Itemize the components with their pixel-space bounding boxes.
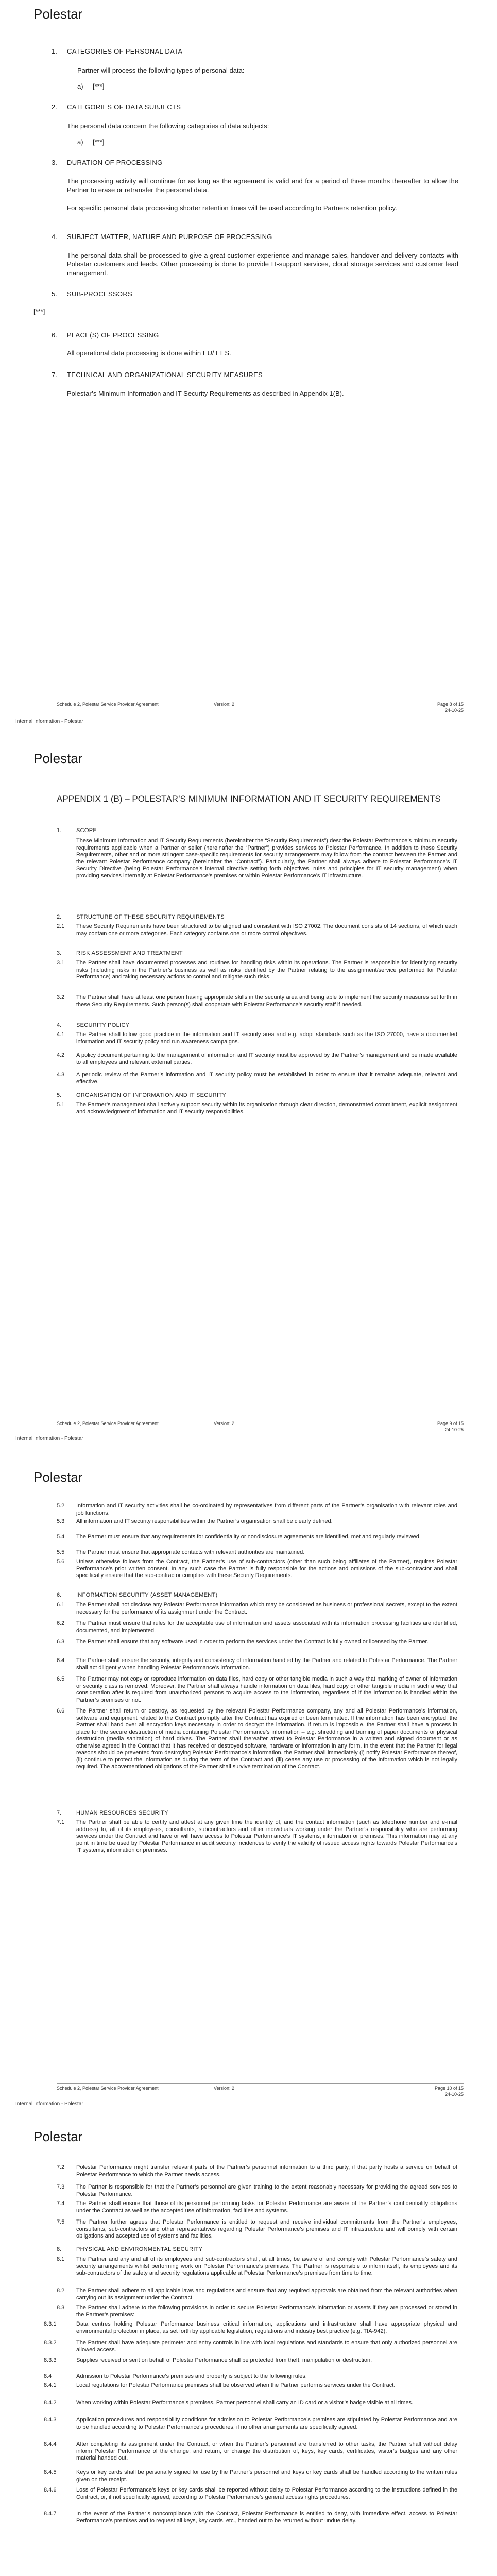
clause-text: Loss of Polestar Performance’s keys or key cards shall be reported without delay to Polestar Performance according to the instructions defined in the Contract, or, if not specifically agreed, according to Polestar Performance’s general access rights procedures. bbox=[76, 2487, 457, 2500]
clause-number: 5.6 bbox=[57, 1558, 65, 1565]
list-value: [***] bbox=[93, 82, 105, 90]
clause-text: Admission to Polestar Performance’s premises and property is subject to the following rules. bbox=[76, 2373, 307, 2379]
section-heading: SECURITY POLICY bbox=[76, 1022, 130, 1028]
sub-processors-value: [***] bbox=[33, 308, 45, 315]
section-text: For specific personal data processing shorter retention times will be used according to Partners retention policy. bbox=[67, 204, 397, 212]
internal-label: Internal Information - Polestar bbox=[15, 719, 83, 724]
clause-number: 8.3.1 bbox=[44, 2321, 57, 2327]
polestar-logo: Polestar bbox=[33, 2129, 83, 2144]
section-text: Partner will process the following types of personal data: bbox=[77, 66, 245, 74]
clause-number: 4.3 bbox=[57, 1072, 65, 1078]
clause-number: 8.4 bbox=[44, 2373, 52, 2379]
clause-text: Information and IT security activities shall be co-ordinated by representatives from different parts of the Partner’s organisation with relevant roles and job functions. bbox=[76, 1503, 457, 1516]
clause-number: 8.4.6 bbox=[44, 2487, 57, 2493]
footer-page: Page 9 of 15 bbox=[437, 1421, 464, 1426]
clause-text: Local regulations for Polestar Performance premises shall be observed when the Partner performs services under the Contract. bbox=[76, 2382, 396, 2388]
footer-date: 24-10-25 bbox=[444, 2092, 464, 2097]
footer-version: Version: 2 bbox=[214, 702, 235, 707]
clause-text: The Partner shall ensure that any software used in order to perform the services under the Contract is fully owned or licensed by the Partner. bbox=[76, 1639, 429, 1645]
clause-number: 5.5 bbox=[57, 1549, 65, 1555]
clause-text: The Partner shall be able to certify and attest at any given time the identity of, and the contact information (such as telephone number and e-mail address) to, all of its employees, consultants, subcontractors and other individuals working under the Partner’s responsibility who are performing services under the Contract and have or will have access to Polestar Performance’s IT systems, information or premises. This information may at any point in time be used by Polestar Performance in audit security incidences to verify the validity of issued access rights towards Polestar Performance’s IT systems, information or premises. bbox=[76, 1819, 457, 1853]
clause-text: A policy document pertaining to the management of information and IT security must be approved by the Partner’s management and be made available to all employees and relevant external parties. bbox=[76, 1052, 457, 1065]
clause-number: 8.4.5 bbox=[44, 2469, 57, 2476]
clause-text: The Partner and any and all of its employees and sub-contractors shall, at all times, be aware of and comply with Polestar Performance’s safety and security arrangements whilst performing work on Polestar Performance’s premises. The Partner is responsible to inform itself, its employees and its sub-contractors of the safety and security regulations applicable at Polestar Performance’s premises from time to time. bbox=[76, 2256, 457, 2276]
clause-number: 5.2 bbox=[57, 1503, 65, 1509]
list-value: [***] bbox=[93, 138, 105, 146]
section-heading: TECHNICAL AND ORGANIZATIONAL SECURITY MEASURES bbox=[67, 371, 263, 379]
footer-doc: Schedule 2, Polestar Service Provider Agreement bbox=[57, 702, 159, 707]
clause-number: 4.1 bbox=[57, 1031, 65, 1038]
clause-number: 7.2 bbox=[57, 2164, 65, 2171]
section-number: 3. bbox=[57, 950, 62, 956]
clause-number: 8.4.7 bbox=[44, 2511, 57, 2517]
clause-text: The Partner must ensure that any requirements for confidentiality or nondisclosure agreements are identified, met and regularly reviewed. bbox=[76, 1534, 421, 1540]
clause-text: Keys or key cards shall be personally signed for use by the Partner’s personnel and keys or key cards shall be handled according to the written rules given on the receipt. bbox=[76, 2469, 457, 2483]
section-number: 2. bbox=[52, 103, 57, 111]
footer-page: Page 10 of 15 bbox=[434, 2086, 464, 2091]
section-number: 6. bbox=[57, 1592, 62, 1598]
section-text: These Minimum Information and IT Security Requirements (hereinafter the “Security Requirements”) describe Polestar Performance’s minimum security requirements applicable when a Partner or seller (hereinafter the “Partner”) provides services to Polestar Performance. In addition to these Security Requirements, other and or more stringent case-specific requirements for security arrangements may follow from the contract between the Partner and the relevant Polestar Performance company (hereinafter the “Contract”). Particularly, the Partner shall always adhere to Polestar Performance’s IT Security Directive (being Polestar Performance’s internal directive setting forth objectives, rules and principles for IT security management) when providing services internally at Polestar Performance’s premises or within Polestar Performance’s IT infrastructure. bbox=[76, 838, 457, 879]
section-text: Polestar’s Minimum Information and IT Security Requirements as described in Appendix 1(B). bbox=[67, 389, 344, 397]
clause-number: 8.4.4 bbox=[44, 2441, 57, 2447]
section-number: 1. bbox=[52, 47, 57, 55]
section-number: 5. bbox=[57, 1092, 62, 1098]
section-heading: PLACE(S) OF PROCESSING bbox=[67, 331, 159, 339]
section-heading: CATEGORIES OF DATA SUBJECTS bbox=[67, 103, 181, 111]
clause-number: 8.2 bbox=[57, 2287, 65, 2294]
list-marker: a) bbox=[77, 138, 83, 146]
clause-text: The Partner must ensure that rules for the acceptable use of information and assets associated with its information processing facilities are identified, documented, and implemented. bbox=[76, 1620, 457, 1634]
clause-text: All information and IT security responsibilities within the Partner’s organisation shall be clearly defined. bbox=[76, 1518, 333, 1524]
clause-number: 2.1 bbox=[57, 923, 65, 929]
clause-text: Supplies received or sent on behalf of Polestar Performance shall be protected from theft, manipulation or destruction. bbox=[76, 2357, 372, 2363]
section-heading: CATEGORIES OF PERSONAL DATA bbox=[67, 47, 183, 55]
clause-number: 8.3 bbox=[57, 2304, 65, 2311]
clause-number: 6.6 bbox=[57, 1708, 65, 1714]
section-number: 6. bbox=[52, 331, 57, 339]
section-number: 3. bbox=[52, 159, 57, 166]
clause-text: Application procedures and responsibility conditions for admission to Polestar Performance’s premises are stipulated by Polestar Performance and are to be handled according to Polestar Performance’s procedures, if no other arrangements are specifically agreed. bbox=[76, 2417, 457, 2430]
section-text: The personal data shall be processed to give a great customer experience and manage sales, handover and delivery contacts with Polestar customers and leads. Other processing is done to provide IT-support services, cloud storage services and customer lead management. bbox=[67, 251, 458, 277]
clause-text: After completing its assignment under the Contract, or when the Partner’s personnel are transferred to other tasks, the Partner shall without delay inform Polestar Performance of the change, and return, or change the distribution of, keys, key cards, certificates, visitor’s badges and any other material handed out. bbox=[76, 2441, 457, 2461]
page-8 bbox=[0, 0, 497, 724]
appendix-title: APPENDIX 1 (B) – POLESTAR’S MINIMUM INFORMATION AND IT SECURITY REQUIREMENTS bbox=[57, 794, 441, 804]
clause-number: 6.2 bbox=[57, 1620, 65, 1626]
clause-text: The Partner’s management shall actively support security within its organisation through clear direction, demonstrated commitment, explicit assignment and acknowledgment of information and IT security responsibilities. bbox=[76, 1101, 457, 1115]
clause-number: 8.4.3 bbox=[44, 2417, 57, 2423]
internal-label: Internal Information - Polestar bbox=[15, 1436, 83, 1442]
footer-doc: Schedule 2, Polestar Service Provider Agreement bbox=[57, 2086, 159, 2091]
clause-text: The Partner further agrees that Polestar Performance is entitled to request and receive individual commitments from the Partner’s employees, consultants, sub-contractors and other representatives regarding Polestar Performance’s premises and IT infrastructure and will comply with certain obligations and accepted use of systems and facilities. bbox=[76, 2219, 457, 2239]
list-marker: a) bbox=[77, 82, 83, 90]
clause-text: The Partner shall have at least one person having appropriate skills in the security area and being able to implement the security measures set forth in these Security Requirements. Such person(s) shall cooperate with Polestar Performance’s security staff if needed. bbox=[76, 994, 457, 1008]
clause-text: The Partner shall adhere to all applicable laws and regulations and ensure that any required approvals are obtained from the relevant authorities when carrying out its assignment under the Contract. bbox=[76, 2287, 457, 2301]
footer-divider bbox=[57, 2083, 464, 2084]
clause-number: 6.1 bbox=[57, 1602, 65, 1608]
section-number: 2. bbox=[57, 914, 62, 920]
footer-version: Version: 2 bbox=[214, 2086, 235, 2091]
page-11 bbox=[0, 2110, 497, 2576]
clause-text: Data centres holding Polestar Performance business critical information, applications and infrastructure shall have appropriate physical and environmental protection in place, as set forth by applicable legislation, regulations and industry best practice (e.g. TIA-942). bbox=[76, 2321, 457, 2334]
clause-text: The Partner may not copy or reproduce information on data files, hard copy or other tangible media in such a way that marking of owner of information or security class is removed. Moreover, the Partner shall always handle information on data files, hard copy or other tangible media in such a way that consideration after is required from unauthorized persons to acquire access to the information, regardless of if the information is handled within the Partner’s premises or not. bbox=[76, 1676, 457, 1703]
clause-number: 8.1 bbox=[57, 2256, 65, 2262]
section-number: 5. bbox=[52, 290, 57, 298]
clause-text: Unless otherwise follows from the Contract, the Partner’s use of sub-contractors (other than such being affiliates of the Partner), requires Polestar Performance’s prior written consent. In any such case the Partner is fully responsible for the actions and omissions of the sub-contractor and shall specifically ensure that the sub-contractor complies with these Security Requirements. bbox=[76, 1558, 457, 1579]
section-heading: INFORMATION SECURITY (ASSET MANAGEMENT) bbox=[76, 1592, 218, 1598]
clause-text: These Security Requirements have been structured to be aligned and consistent with ISO 27002. The document consists of 14 sections, of which each may contain one or more categories. Each category contains one or more control objectives. bbox=[76, 923, 457, 937]
clause-number: 6.3 bbox=[57, 1639, 65, 1645]
polestar-logo: Polestar bbox=[33, 751, 83, 766]
clause-number: 8.4.2 bbox=[44, 2400, 57, 2406]
clause-text: When working within Polestar Performance’s premises, Partner personnel shall carry an ID card or a visitor’s badge visible at all times. bbox=[76, 2400, 414, 2406]
polestar-logo: Polestar bbox=[33, 1469, 83, 1485]
section-heading: STRUCTURE OF THESE SECURITY REQUIREMENTS bbox=[76, 914, 225, 920]
clause-number: 4.2 bbox=[57, 1052, 65, 1058]
clause-text: The Partner shall ensure the security, integrity and consistency of information handled by the Partner and related to Polestar Performance. The Partner shall act diligently when handling Polestar Performance’s information. bbox=[76, 1657, 457, 1671]
clause-text: The Partner shall have adequate perimeter and entry controls in line with local regulations and standards to ensure that only authorized personnel are allowed access. bbox=[76, 2340, 457, 2353]
clause-text: The Partner shall follow good practice in the information and IT security area and e.g. adopt standards such as the ISO 27000, have a documented information and IT security policy and run awareness campaigns. bbox=[76, 1031, 457, 1045]
page-10 bbox=[0, 1450, 497, 2110]
clause-number: 6.5 bbox=[57, 1676, 65, 1682]
clause-number: 5.3 bbox=[57, 1518, 65, 1524]
section-number: 4. bbox=[52, 233, 57, 241]
section-heading: PHYSICAL AND ENVIRONMENTAL SECURITY bbox=[76, 2246, 203, 2252]
clause-text: The Partner shall not disclose any Polestar Performance information which may be considered as business or professional secrets, except to the extent necessary for the performance of its assignment under the Contract. bbox=[76, 1602, 457, 1615]
clause-number: 3.1 bbox=[57, 960, 65, 966]
clause-number: 8.3.2 bbox=[44, 2340, 57, 2346]
section-number: 7. bbox=[57, 1810, 62, 1816]
clause-text: The Partner shall return or destroy, as requested by the relevant Polestar Performance company, any and all Polestar Performance’s information, software and equipment related to the Contract promptly after the Contract has expired or been terminated. If the information has been encrypted, the Partner shall hand over all encryption keys necessary in order to decrypt the information. If return is impossible, the Partner shall have a process in place for the secure destruction of media containing Polestar Performance’s information – e.g. shredding and burning of paper documents or physical destruction (media sanitation) of hard drives. The Partner shall thereafter attest to Polestar Performance in a written and signed document or as otherwise agreed in the Contract that it has received or destroyed software, hardware or information in any form. In the event that the Partner for legal reasons should be prevented from destroying Polestar Performance’s information, the Partner shall immediately (i) notify Polestar Performance thereof, (ii) continue to protect the information as during the term of the Contract and (iii) cease any use or processing of the information which is not legally required. The abovementioned obligations of the Partner shall survive termination of the Contract. bbox=[76, 1708, 457, 1770]
clause-number: 7.4 bbox=[57, 2200, 65, 2207]
section-number: 1. bbox=[57, 827, 62, 834]
clause-text: A periodic review of the Partner’s information and IT security policy must be established in order to ensure that it remains adequate, relevant and effective. bbox=[76, 1072, 457, 1085]
clause-text: The Partner shall ensure that those of its personnel performing tasks for Polestar Performance are aware of the Partner’s confidentiality obligations under the Contract as well as the accepted use of information, facilities and systems. bbox=[76, 2200, 457, 2214]
section-heading: HUMAN RESOURCES SECURITY bbox=[76, 1810, 168, 1816]
section-number: 7. bbox=[52, 371, 57, 379]
section-number: 8. bbox=[57, 2246, 62, 2252]
footer-page: Page 8 of 15 bbox=[437, 702, 464, 707]
clause-text: The Partner must ensure that appropriate contacts with relevant authorities are maintained. bbox=[76, 1549, 305, 1555]
clause-number: 5.1 bbox=[57, 1101, 65, 1108]
clause-text: In the event of the Partner’s noncompliance with the Contract, Polestar Performance is entitled to deny, with immediate effect, access to Polestar Performance’s premises and to request all keys, key cards, etc., handed out to be returned without undue delay. bbox=[76, 2511, 457, 2524]
section-number: 4. bbox=[57, 1022, 62, 1028]
clause-number: 5.4 bbox=[57, 1534, 65, 1540]
page-9 bbox=[0, 732, 497, 1443]
clause-text: Polestar Performance might transfer relevant parts of the Partner’s personnel information to a third party, if that party hosts a service on behalf of Polestar Performance to which the Partner needs access. bbox=[76, 2164, 457, 2178]
clause-number: 7.5 bbox=[57, 2219, 65, 2225]
clause-text: The Partner shall have documented processes and routines for handling risks within its operations. The Partner is responsible for identifying security risks (including risks in the Partner’s business as well as risks identified by the Partner relating to the assignment/service performed for Polestar Performance) and taking necessary actions to control and mitigate such risks. bbox=[76, 960, 457, 980]
clause-text: The Partner shall adhere to the following provisions in order to secure Polestar Performance’s information or assets if they are processed or stored in the Partner’s premises: bbox=[76, 2304, 457, 2318]
clause-number: 8.3.3 bbox=[44, 2357, 57, 2363]
footer-version: Version: 2 bbox=[214, 1421, 235, 1426]
section-heading: SUBJECT MATTER, NATURE AND PURPOSE OF PROCESSING bbox=[67, 233, 272, 241]
section-heading: DURATION OF PROCESSING bbox=[67, 159, 163, 166]
clause-number: 8.4.1 bbox=[44, 2382, 57, 2388]
footer-date: 24-10-25 bbox=[444, 1427, 464, 1432]
clause-number: 6.4 bbox=[57, 1657, 65, 1664]
section-text: All operational data processing is done within EU/ EES. bbox=[67, 349, 231, 357]
footer-date: 24-10-25 bbox=[444, 708, 464, 713]
internal-label: Internal Information - Polestar bbox=[15, 2101, 83, 2107]
clause-number: 3.2 bbox=[57, 994, 65, 1001]
section-heading: ORGANISATION OF INFORMATION AND IT SECURITY bbox=[76, 1092, 226, 1098]
section-text: The processing activity will continue for as long as the agreement is valid and for a period of three months thereafter to allow the Partner to erase or retransfer the personal data. bbox=[67, 177, 458, 194]
section-heading: SCOPE bbox=[76, 827, 97, 834]
clause-number: 7.1 bbox=[57, 1819, 65, 1825]
section-text: The personal data concern the following categories of data subjects: bbox=[67, 122, 269, 130]
section-heading: SUB-PROCESSORS bbox=[67, 290, 133, 298]
polestar-logo: Polestar bbox=[33, 6, 83, 22]
section-heading: RISK ASSESSMENT AND TREATMENT bbox=[76, 950, 183, 956]
clause-text: The Partner is responsible for that the Partner’s personnel are given training to the extent reasonably necessary for providing the agreed services to Polestar Performance. bbox=[76, 2184, 457, 2197]
footer-doc: Schedule 2, Polestar Service Provider Agreement bbox=[57, 1421, 159, 1426]
clause-number: 7.3 bbox=[57, 2184, 65, 2190]
